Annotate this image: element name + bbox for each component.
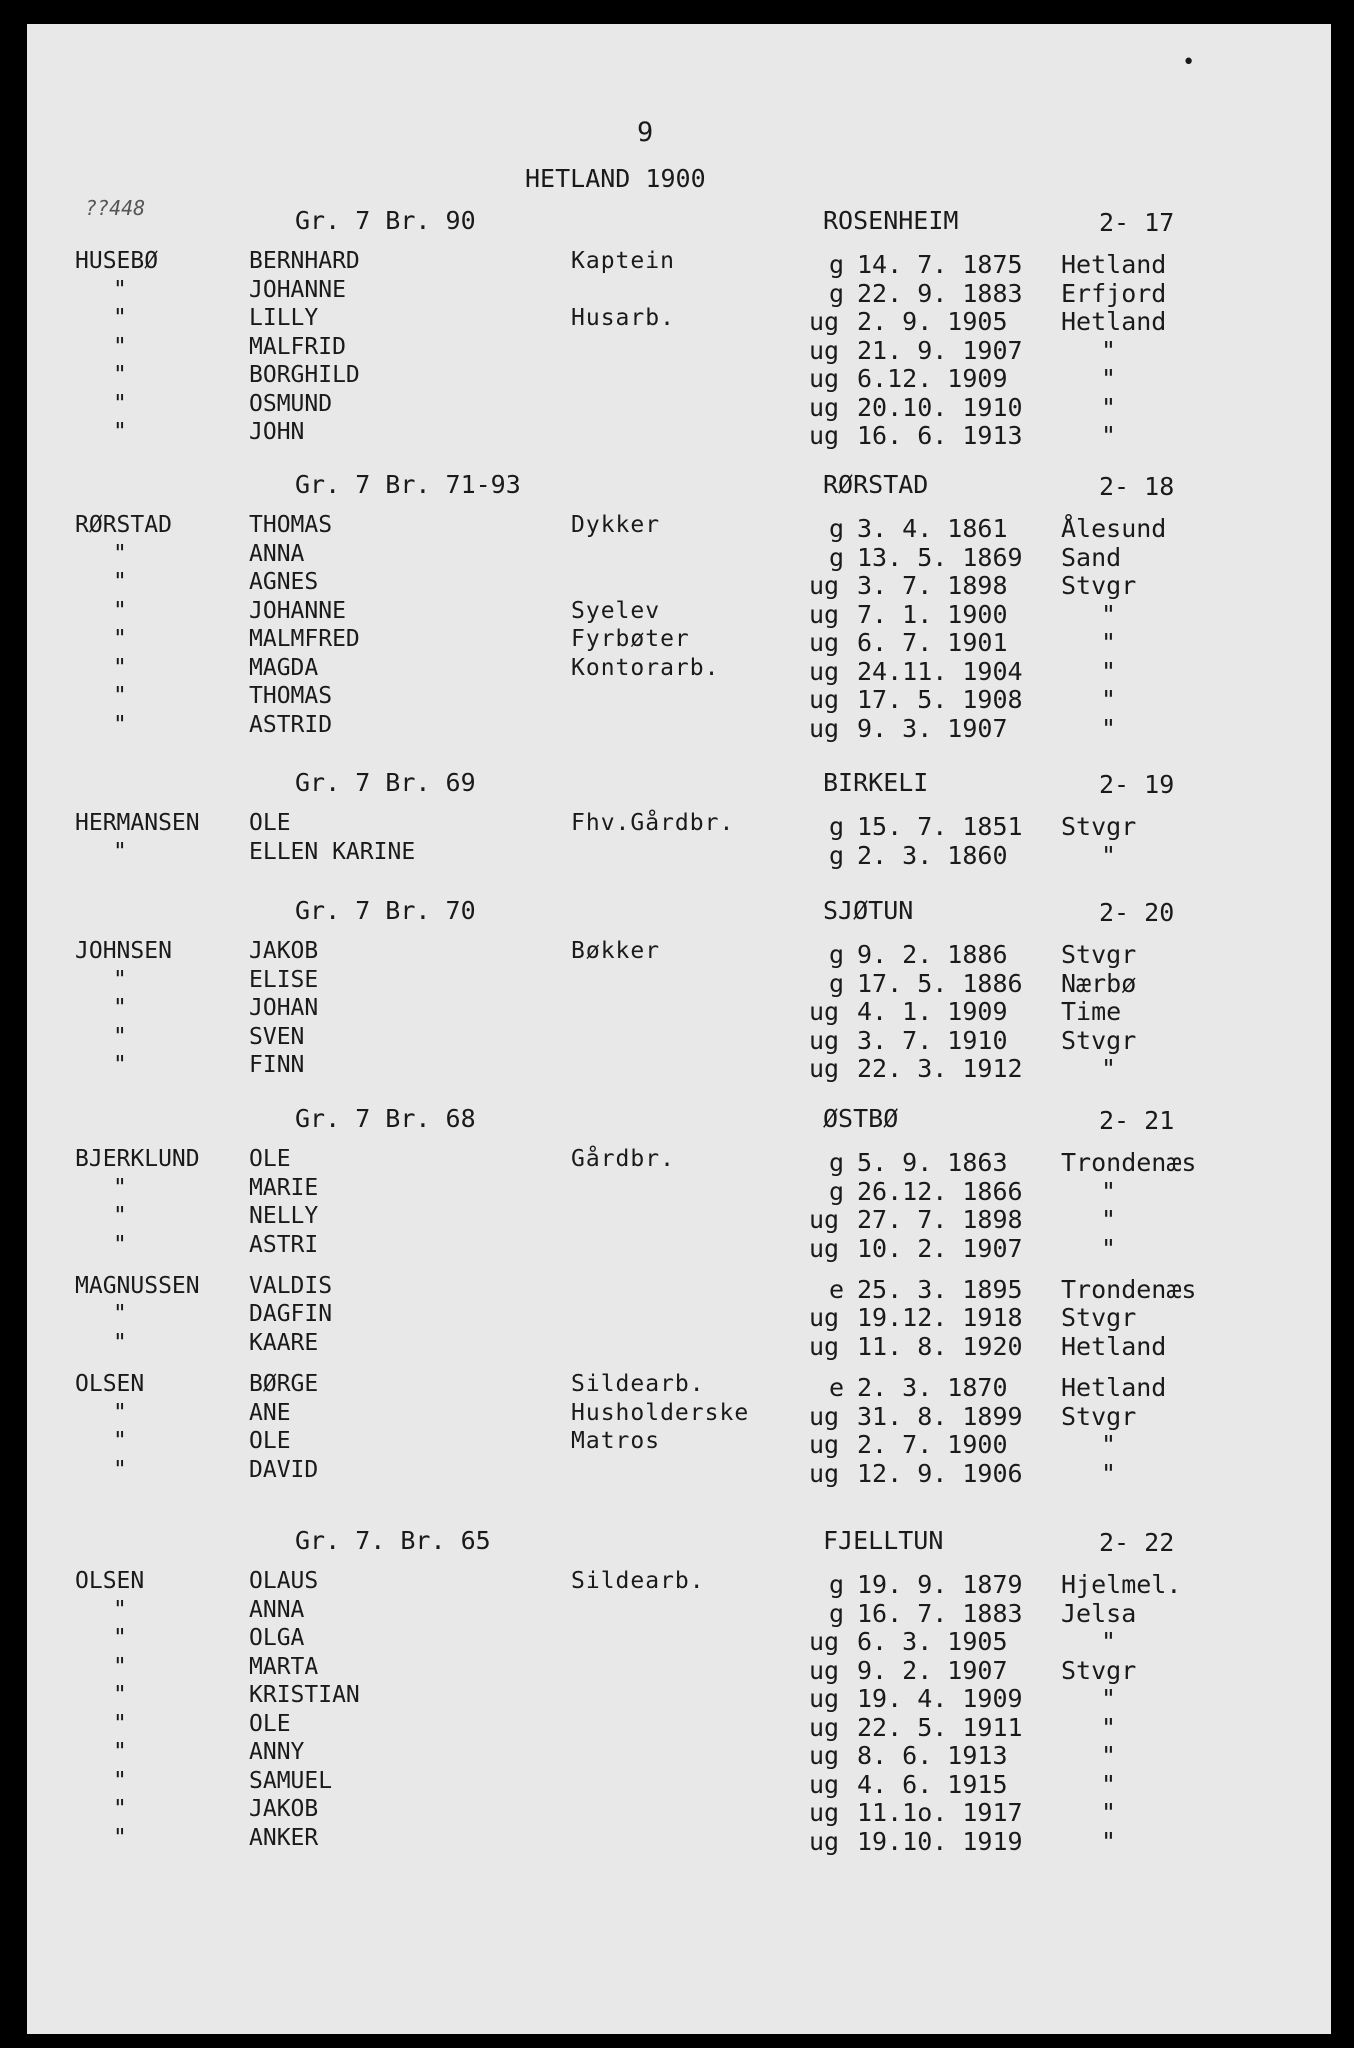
- household-code: 2- 18: [1099, 472, 1175, 501]
- person-birth-date: 9. 2. 1907: [857, 1656, 1008, 1685]
- person-birthplace: ": [1101, 1684, 1117, 1713]
- person-birth-date: 17. 5. 1908: [857, 685, 1023, 714]
- person-birthplace: ": [1101, 1054, 1117, 1083]
- person-birthplace: ": [1101, 657, 1117, 686]
- person-surname: ": [113, 569, 127, 595]
- person-surname: ": [113, 1428, 127, 1454]
- person-marital-status: ug: [809, 1430, 840, 1459]
- person-given-name: JOHN: [249, 419, 305, 445]
- person-birth-date: 5. 9. 1863: [857, 1148, 1008, 1177]
- person-birthplace: ": [1101, 1205, 1117, 1234]
- person-birth-date: 10. 2. 1907: [857, 1234, 1023, 1263]
- person-surname: ": [113, 1768, 127, 1794]
- person-occupation: Gårdbr.: [571, 1146, 675, 1172]
- person-birth-date: 2. 3. 1860: [857, 841, 1008, 870]
- person-given-name: SVEN: [249, 1024, 305, 1050]
- ink-dot: •: [1182, 50, 1196, 75]
- person-surname: OLSEN: [75, 1371, 145, 1397]
- person-birthplace: ": [1101, 364, 1117, 393]
- person-given-name: NELLY: [249, 1203, 319, 1229]
- person-birth-date: 8. 6. 1913: [857, 1741, 1008, 1770]
- household-code: 2- 22: [1099, 1528, 1175, 1557]
- person-birthplace: ": [1101, 1798, 1117, 1827]
- person-given-name: MARTA: [249, 1654, 319, 1680]
- person-birth-date: 31. 8. 1899: [857, 1402, 1023, 1431]
- person-birthplace: ": [1101, 393, 1117, 422]
- person-occupation: Sildearb.: [571, 1568, 705, 1594]
- person-marital-status: ug: [809, 1656, 840, 1685]
- person-given-name: AGNES: [249, 569, 319, 595]
- person-marital-status: e: [829, 1373, 845, 1402]
- person-birth-date: 3. 7. 1898: [857, 571, 1008, 600]
- person-given-name: BERNHARD: [249, 248, 360, 274]
- household-place: BIRKELI: [823, 768, 929, 797]
- person-birth-date: 2. 3. 1870: [857, 1373, 1008, 1402]
- person-surname: ": [113, 1024, 127, 1050]
- person-marital-status: ug: [809, 1770, 840, 1799]
- person-surname: ": [113, 712, 127, 738]
- person-birthplace: Hetland: [1061, 1332, 1167, 1361]
- person-given-name: ASTRID: [249, 712, 333, 738]
- person-birth-date: 19. 9. 1879: [857, 1570, 1023, 1599]
- person-surname: ": [113, 1682, 127, 1708]
- person-birthplace: ": [1101, 1827, 1117, 1856]
- person-marital-status: g: [829, 514, 845, 543]
- person-birthplace: Hetland: [1061, 307, 1167, 336]
- person-given-name: MALFRID: [249, 334, 346, 360]
- person-birth-date: 7. 1. 1900: [857, 600, 1008, 629]
- household-gr-ref: Gr. 7 Br. 71-93: [295, 470, 521, 499]
- person-marital-status: g: [829, 812, 845, 841]
- person-birth-date: 6. 7. 1901: [857, 628, 1008, 657]
- person-surname: RØRSTAD: [75, 512, 172, 538]
- person-occupation: Fhv.Gårdbr.: [571, 810, 735, 836]
- person-surname: ": [113, 1825, 127, 1851]
- person-birthplace: ": [1101, 1177, 1117, 1206]
- person-birthplace: Sand: [1061, 543, 1122, 572]
- person-birthplace: ": [1101, 336, 1117, 365]
- person-given-name: ANNY: [249, 1739, 305, 1765]
- person-birthplace: Trondenæs: [1061, 1148, 1197, 1177]
- person-occupation: Kaptein: [571, 248, 675, 274]
- person-marital-status: g: [829, 1570, 845, 1599]
- person-birth-date: 9. 3. 1907: [857, 714, 1008, 743]
- person-given-name: JOHANNE: [249, 277, 346, 303]
- person-marital-status: ug: [809, 1459, 840, 1488]
- person-birth-date: 19.10. 1919: [857, 1827, 1023, 1856]
- person-given-name: ASTRI: [249, 1232, 319, 1258]
- person-marital-status: ug: [809, 628, 840, 657]
- person-occupation: Matros: [571, 1428, 661, 1454]
- person-given-name: VALDIS: [249, 1273, 333, 1299]
- person-birthplace: ": [1101, 685, 1117, 714]
- person-birth-date: 16. 6. 1913: [857, 421, 1023, 450]
- person-surname: ": [113, 683, 127, 709]
- person-marital-status: ug: [809, 657, 840, 686]
- person-given-name: THOMAS: [249, 683, 333, 709]
- person-birthplace: Stvgr: [1061, 1303, 1137, 1332]
- person-birthplace: Stvgr: [1061, 1656, 1137, 1685]
- person-surname: ": [113, 1400, 127, 1426]
- person-birthplace: Trondenæs: [1061, 1275, 1197, 1304]
- person-birth-date: 2. 7. 1900: [857, 1430, 1008, 1459]
- person-marital-status: ug: [809, 307, 840, 336]
- person-birth-date: 20.10. 1910: [857, 393, 1023, 422]
- person-birthplace: ": [1101, 1459, 1117, 1488]
- person-surname: ": [113, 1232, 127, 1258]
- person-surname: ": [113, 277, 127, 303]
- person-given-name: OLE: [249, 1428, 291, 1454]
- person-occupation: Bøkker: [571, 938, 661, 964]
- person-given-name: JOHAN: [249, 995, 319, 1021]
- household-place: SJØTUN: [823, 896, 914, 925]
- person-marital-status: ug: [809, 1234, 840, 1263]
- person-birthplace: ": [1101, 1741, 1117, 1770]
- page-title: HETLAND 1900: [525, 164, 706, 193]
- person-given-name: OLE: [249, 810, 291, 836]
- person-surname: ": [113, 419, 127, 445]
- person-surname: ": [113, 362, 127, 388]
- person-birthplace: Hetland: [1061, 250, 1167, 279]
- person-birthplace: ": [1101, 1713, 1117, 1742]
- person-given-name: MALMFRED: [249, 626, 360, 652]
- person-marital-status: ug: [809, 336, 840, 365]
- person-given-name: MARIE: [249, 1175, 319, 1201]
- person-marital-status: ug: [809, 1332, 840, 1361]
- person-birth-date: 6. 3. 1905: [857, 1627, 1008, 1656]
- household-place: RØRSTAD: [823, 470, 929, 499]
- person-birth-date: 19. 4. 1909: [857, 1684, 1023, 1713]
- document-page: [27, 24, 1331, 2034]
- person-marital-status: ug: [809, 1026, 840, 1055]
- person-occupation: Dykker: [571, 512, 661, 538]
- person-birth-date: 4. 1. 1909: [857, 997, 1008, 1026]
- person-surname: ": [113, 334, 127, 360]
- person-birth-date: 14. 7. 1875: [857, 250, 1023, 279]
- person-given-name: ELISE: [249, 967, 319, 993]
- person-given-name: ANNA: [249, 541, 305, 567]
- person-given-name: DAGFIN: [249, 1301, 333, 1327]
- person-occupation: Fyrbøter: [571, 626, 690, 652]
- person-birth-date: 6.12. 1909: [857, 364, 1008, 393]
- person-marital-status: g: [829, 841, 845, 870]
- person-surname: ": [113, 1175, 127, 1201]
- person-surname: ": [113, 1597, 127, 1623]
- person-marital-status: g: [829, 543, 845, 572]
- household-gr-ref: Gr. 7 Br. 69: [295, 768, 476, 797]
- household-place: ØSTBØ: [823, 1104, 899, 1133]
- person-birthplace: ": [1101, 1770, 1117, 1799]
- person-birthplace: Stvgr: [1061, 571, 1137, 600]
- person-surname: ": [113, 1330, 127, 1356]
- person-birth-date: 12. 9. 1906: [857, 1459, 1023, 1488]
- person-surname: ": [113, 391, 127, 417]
- person-marital-status: g: [829, 1177, 845, 1206]
- person-surname: JOHNSEN: [75, 938, 172, 964]
- person-birthplace: ": [1101, 600, 1117, 629]
- person-marital-status: g: [829, 1599, 845, 1628]
- person-birth-date: 15. 7. 1851: [857, 812, 1023, 841]
- household-gr-ref: Gr. 7 Br. 70: [295, 896, 476, 925]
- person-surname: OLSEN: [75, 1568, 145, 1594]
- person-birth-date: 3. 7. 1910: [857, 1026, 1008, 1055]
- person-birthplace: Ålesund: [1061, 514, 1167, 543]
- person-birth-date: 25. 3. 1895: [857, 1275, 1023, 1304]
- person-given-name: ANE: [249, 1400, 291, 1426]
- person-given-name: SAMUEL: [249, 1768, 333, 1794]
- person-marital-status: ug: [809, 571, 840, 600]
- person-given-name: OLAUS: [249, 1568, 319, 1594]
- person-given-name: OLE: [249, 1711, 291, 1737]
- household-code: 2- 21: [1099, 1106, 1175, 1135]
- person-marital-status: g: [829, 969, 845, 998]
- person-marital-status: ug: [809, 1303, 840, 1332]
- person-surname: ": [113, 1052, 127, 1078]
- person-birth-date: 19.12. 1918: [857, 1303, 1023, 1332]
- person-birth-date: 22. 5. 1911: [857, 1713, 1023, 1742]
- person-birth-date: 3. 4. 1861: [857, 514, 1008, 543]
- person-birth-date: 27. 7. 1898: [857, 1205, 1023, 1234]
- person-given-name: JOHANNE: [249, 598, 346, 624]
- person-birth-date: 4. 6. 1915: [857, 1770, 1008, 1799]
- person-birth-date: 16. 7. 1883: [857, 1599, 1023, 1628]
- person-marital-status: ug: [809, 1741, 840, 1770]
- household-place: ROSENHEIM: [823, 206, 959, 235]
- person-birth-date: 22. 9. 1883: [857, 279, 1023, 308]
- person-surname: ": [113, 1711, 127, 1737]
- person-marital-status: ug: [809, 421, 840, 450]
- person-marital-status: ug: [809, 1054, 840, 1083]
- person-surname: ": [113, 1457, 127, 1483]
- person-given-name: ANNA: [249, 1597, 305, 1623]
- person-given-name: THOMAS: [249, 512, 333, 538]
- person-marital-status: g: [829, 279, 845, 308]
- person-surname: ": [113, 1625, 127, 1651]
- person-marital-status: g: [829, 1148, 845, 1177]
- person-birthplace: Stvgr: [1061, 940, 1137, 969]
- person-birthplace: ": [1101, 628, 1117, 657]
- person-birth-date: 13. 5. 1869: [857, 543, 1023, 572]
- person-marital-status: ug: [809, 685, 840, 714]
- household-code: 2- 20: [1099, 898, 1175, 927]
- person-surname: ": [113, 1739, 127, 1765]
- person-given-name: BORGHILD: [249, 362, 360, 388]
- person-birthplace: ": [1101, 714, 1117, 743]
- person-birthplace: Stvgr: [1061, 812, 1137, 841]
- person-surname: ": [113, 995, 127, 1021]
- person-birth-date: 24.11. 1904: [857, 657, 1023, 686]
- person-given-name: OLE: [249, 1146, 291, 1172]
- person-birthplace: ": [1101, 1430, 1117, 1459]
- person-given-name: ANKER: [249, 1825, 319, 1851]
- person-surname: ": [113, 655, 127, 681]
- person-given-name: MAGDA: [249, 655, 319, 681]
- person-given-name: OLGA: [249, 1625, 305, 1651]
- person-birth-date: 17. 5. 1886: [857, 969, 1023, 998]
- person-occupation: Sildearb.: [571, 1371, 705, 1397]
- person-birthplace: ": [1101, 421, 1117, 450]
- person-surname: ": [113, 305, 127, 331]
- person-given-name: KAARE: [249, 1330, 319, 1356]
- person-birth-date: 11.1o. 1917: [857, 1798, 1023, 1827]
- archive-stamp: ??448: [85, 196, 146, 220]
- person-marital-status: ug: [809, 1627, 840, 1656]
- person-marital-status: ug: [809, 1798, 840, 1827]
- person-birth-date: 11. 8. 1920: [857, 1332, 1023, 1361]
- person-birthplace: Hjelmel.: [1061, 1570, 1182, 1599]
- household-code: 2- 17: [1099, 208, 1175, 237]
- person-surname: ": [113, 967, 127, 993]
- person-given-name: KRISTIAN: [249, 1682, 360, 1708]
- person-surname: MAGNUSSEN: [75, 1273, 200, 1299]
- person-surname: ": [113, 598, 127, 624]
- person-given-name: BØRGE: [249, 1371, 319, 1397]
- person-marital-status: ug: [809, 1713, 840, 1742]
- person-marital-status: g: [829, 250, 845, 279]
- person-birthplace: Hetland: [1061, 1373, 1167, 1402]
- person-given-name: LILLY: [249, 305, 319, 331]
- person-birthplace: Time: [1061, 997, 1122, 1026]
- person-surname: ": [113, 839, 127, 865]
- person-surname: HUSEBØ: [75, 248, 159, 274]
- person-occupation: Husarb.: [571, 305, 675, 331]
- person-birthplace: ": [1101, 1627, 1117, 1656]
- person-given-name: DAVID: [249, 1457, 319, 1483]
- person-given-name: OSMUND: [249, 391, 333, 417]
- person-birth-date: 22. 3. 1912: [857, 1054, 1023, 1083]
- person-marital-status: ug: [809, 714, 840, 743]
- household-gr-ref: Gr. 7. Br. 65: [295, 1526, 491, 1555]
- person-birthplace: Nærbø: [1061, 969, 1137, 998]
- person-marital-status: ug: [809, 364, 840, 393]
- person-surname: ": [113, 1203, 127, 1229]
- person-birthplace: Stvgr: [1061, 1026, 1137, 1055]
- person-surname: ": [113, 541, 127, 567]
- household-place: FJELLTUN: [823, 1526, 944, 1555]
- person-birth-date: 9. 2. 1886: [857, 940, 1008, 969]
- person-occupation: Husholderske: [571, 1400, 750, 1426]
- person-birthplace: ": [1101, 1234, 1117, 1263]
- person-occupation: Syelev: [571, 598, 661, 624]
- person-marital-status: ug: [809, 1402, 840, 1431]
- person-given-name: JAKOB: [249, 1796, 319, 1822]
- person-given-name: FINN: [249, 1052, 305, 1078]
- person-marital-status: ug: [809, 1205, 840, 1234]
- household-code: 2- 19: [1099, 770, 1175, 799]
- person-given-name: ELLEN KARINE: [249, 839, 416, 865]
- person-marital-status: ug: [809, 997, 840, 1026]
- person-occupation: Kontorarb.: [571, 655, 720, 681]
- person-marital-status: ug: [809, 1684, 840, 1713]
- person-surname: ": [113, 1301, 127, 1327]
- household-gr-ref: Gr. 7 Br. 68: [295, 1104, 476, 1133]
- person-birth-date: 2. 9. 1905: [857, 307, 1008, 336]
- person-surname: ": [113, 626, 127, 652]
- person-surname: ": [113, 1796, 127, 1822]
- person-given-name: JAKOB: [249, 938, 319, 964]
- person-birth-date: 26.12. 1866: [857, 1177, 1023, 1206]
- person-marital-status: ug: [809, 1827, 840, 1856]
- person-surname: HERMANSEN: [75, 810, 200, 836]
- person-birth-date: 21. 9. 1907: [857, 336, 1023, 365]
- person-marital-status: e: [829, 1275, 845, 1304]
- person-marital-status: ug: [809, 393, 840, 422]
- person-marital-status: ug: [809, 600, 840, 629]
- person-birthplace: Erfjord: [1061, 279, 1167, 308]
- person-birthplace: Jelsa: [1061, 1599, 1137, 1628]
- person-surname: BJERKLUND: [75, 1146, 200, 1172]
- person-birthplace: ": [1101, 841, 1117, 870]
- person-marital-status: g: [829, 940, 845, 969]
- person-birthplace: Stvgr: [1061, 1402, 1137, 1431]
- page-number: 9: [637, 117, 654, 148]
- person-surname: ": [113, 1654, 127, 1680]
- household-gr-ref: Gr. 7 Br. 90: [295, 206, 476, 235]
